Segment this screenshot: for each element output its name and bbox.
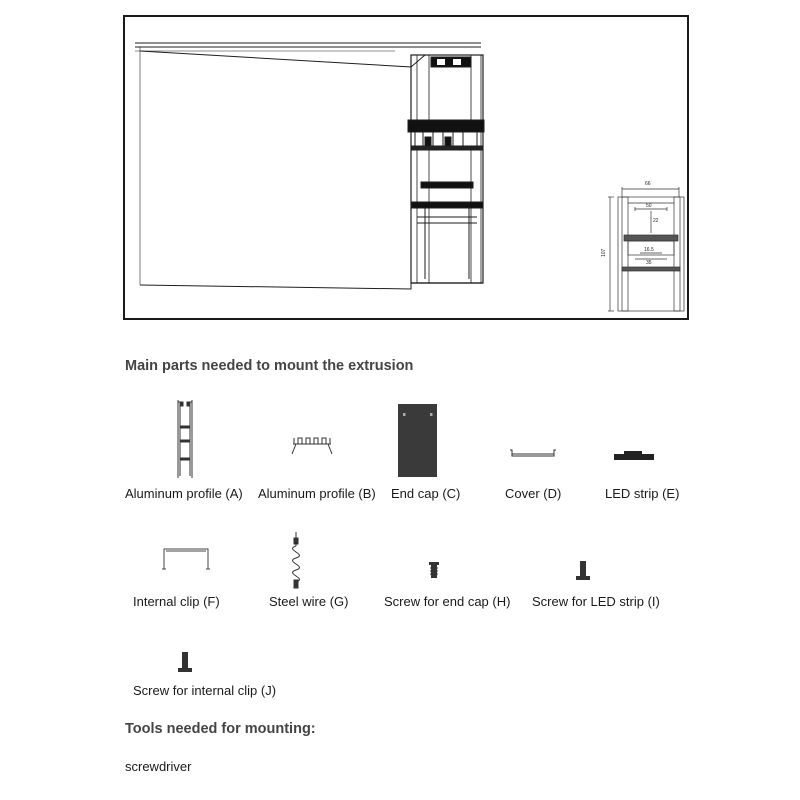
end-cap-screw-icon xyxy=(428,561,440,579)
technical-drawing xyxy=(123,15,689,320)
tools-heading: Tools needed for mounting: xyxy=(125,721,316,737)
dim-depth: 22 xyxy=(653,218,659,224)
label-internal-clip: Internal clip (F) xyxy=(133,594,220,609)
aluminum-profile-a-icon xyxy=(170,398,200,480)
led-strip-icon xyxy=(614,448,654,462)
dim-slot-b: 35 xyxy=(646,260,652,266)
profile-3d-drawing xyxy=(125,17,691,322)
dim-slot-a: 16.5 xyxy=(644,247,654,253)
cover-icon xyxy=(508,446,558,460)
end-cap-icon xyxy=(397,403,439,478)
label-led-strip-screw: Screw for LED strip (I) xyxy=(532,594,660,609)
label-steel-wire: Steel wire (G) xyxy=(269,594,349,609)
tools-text: screwdriver xyxy=(125,759,192,774)
label-cover: Cover (D) xyxy=(505,486,562,501)
led-strip-screw-icon xyxy=(576,560,590,582)
dim-inner-width: 50 xyxy=(646,203,652,209)
label-led-strip: LED strip (E) xyxy=(605,486,680,501)
internal-clip-screw-icon xyxy=(178,651,192,675)
label-internal-clip-screw: Screw for internal clip (J) xyxy=(133,683,277,698)
steel-wire-icon xyxy=(282,532,310,590)
internal-clip-icon xyxy=(160,545,212,571)
label-aluminum-profile-a: Aluminum profile (A) xyxy=(125,486,243,501)
dim-height: 107 xyxy=(601,248,607,257)
label-end-cap: End cap (C) xyxy=(391,486,461,501)
aluminum-profile-b-icon xyxy=(290,436,334,456)
dim-width: 66 xyxy=(645,181,651,187)
label-end-cap-screw: Screw for end cap (H) xyxy=(384,594,511,609)
label-aluminum-profile-b: Aluminum profile (B) xyxy=(258,486,376,501)
main-parts-heading: Main parts needed to mount the extrusion xyxy=(125,358,414,374)
